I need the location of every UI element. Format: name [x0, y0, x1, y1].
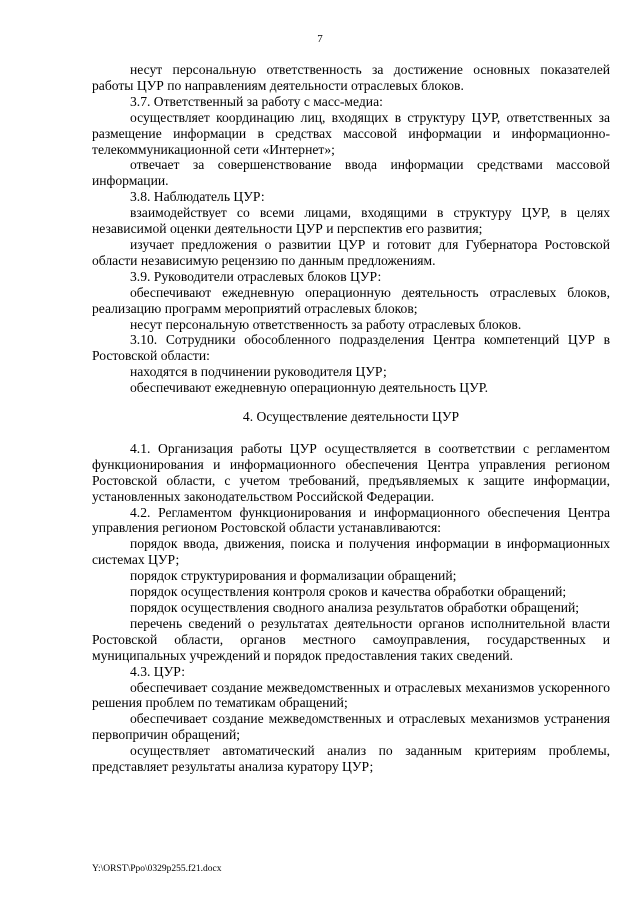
- paragraph: 4.2. Регламентом функционирования и информационного обеспечения Центра управления регионом Ростовской области устанавливаются:: [92, 504, 610, 536]
- paragraph: 4.3. ЦУР:: [130, 663, 186, 679]
- paragraph: находятся в подчинении руководителя ЦУР;: [130, 364, 387, 380]
- paragraph: перечень сведений о результатах деятельности органов исполнительной власти Ростовской области, органов местного самоуправления, государственных и муниципальных учреждений и порядок предоставления таких сведений.: [92, 615, 610, 663]
- paragraph: несут персональную ответственность за работу отраслевых блоков.: [130, 316, 522, 332]
- paragraph: осуществляет координацию лиц, входящих в структуру ЦУР, ответственных за размещение информации в средствах массовой информации и информационно-телекоммуникационной сети «Интернет»;: [92, 109, 610, 157]
- paragraph: обеспечивает создание межведомственных и отраслевых механизмов ускоренного решения проблем по тематикам обращений;: [92, 679, 610, 711]
- paragraph: отвечает за совершенствование ввода информации средствами массовой информации.: [92, 157, 610, 189]
- paragraph: обеспечивают ежедневную операционную деятельность ЦУР.: [130, 380, 489, 396]
- section-heading: 4. Осуществление деятельности ЦУР: [242, 409, 460, 425]
- paragraph: порядок ввода, движения, поиска и получения информации в информационных системах ЦУР;: [92, 536, 610, 568]
- footer-file-path: Y:\ORST\Ppo\0329p255.f21.docx: [92, 864, 222, 874]
- paragraph: порядок структурирования и формализации обращений;: [130, 568, 457, 584]
- paragraph: 3.9. Руководители отраслевых блоков ЦУР:: [130, 268, 382, 284]
- paragraph: несут персональную ответственность за достижение основных показателей работы ЦУР по направлениям деятельности отраслевых блоков.: [92, 62, 610, 93]
- paragraph: 3.7. Ответственный за работу с масс-медиа:: [130, 93, 383, 109]
- paragraph: обеспечивают ежедневную операционную деятельность отраслевых блоков, реализацию программ мероприятий отраслевых блоков;: [92, 284, 610, 316]
- page-number: 7: [317, 33, 323, 45]
- paragraph: 3.10. Сотрудники обособленного подразделения Центра компетенций ЦУР в Ростовской области:: [92, 332, 610, 364]
- paragraph: обеспечивает создание межведомственных и отраслевых механизмов устранения первопричин обращений;: [92, 711, 610, 743]
- paragraph: осуществляет автоматический анализ по заданным критериям проблемы, представляет результаты анализа куратору ЦУР;: [92, 743, 610, 775]
- paragraph: 4.1. Организация работы ЦУР осуществляется в соответствии с регламентом функционирования и информационного обеспечения Центра управления регионом Ростовской области, с учетом требований, предъявляемых к защите информации, установленных законодательством Российской Федерации.: [92, 440, 610, 504]
- paragraph: порядок осуществления сводного анализа результатов обработки обращений;: [130, 600, 580, 615]
- paragraph: изучает предложения о развитии ЦУР и готовит для Губернатора Ростовской области независимую рецензию по данным предложениям.: [92, 236, 610, 268]
- document-body: [92, 62, 610, 775]
- paragraph: взаимодействует со всеми лицами, входящими в структуру ЦУР, в целях независимой оценки деятельности ЦУР и перспектив его развития;: [92, 205, 610, 237]
- paragraph: порядок осуществления контроля сроков и качества обработки обращений;: [130, 584, 567, 600]
- paragraph: 3.8. Наблюдатель ЦУР:: [130, 189, 265, 205]
